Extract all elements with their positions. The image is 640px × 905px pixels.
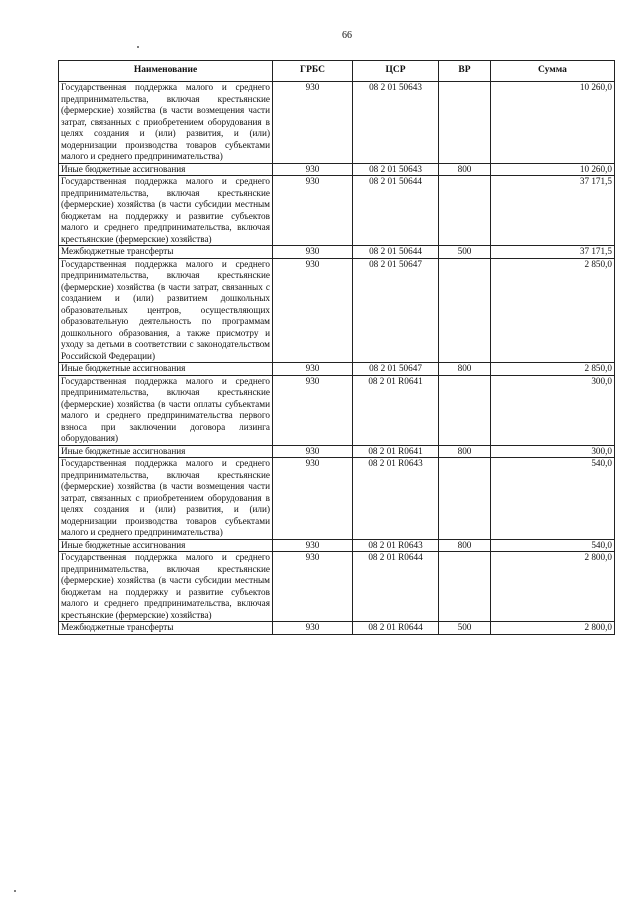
cell-grbs: 930 xyxy=(273,375,353,445)
cell-sum: 37 171,5 xyxy=(491,246,615,259)
cell-grbs: 930 xyxy=(273,246,353,259)
cell-grbs: 930 xyxy=(273,363,353,376)
cell-sum: 10 260,0 xyxy=(491,82,615,164)
table-row xyxy=(59,622,615,635)
header-sum: Сумма xyxy=(491,61,615,82)
cell-name: Государственная поддержка малого и среднего предпринимательства, включая крестьянские (фермерские) хозяйства (в части затрат, связанных с созданием и (или) развитием дошкольных образовательных центров, осуществляющих образовательную деятельность по программам дошкольного образования, а также присмотру и уходу за детьми в соответствии с законодательством Российской Федерации) xyxy=(59,258,273,363)
cell-vr: 500 xyxy=(439,246,491,259)
cell-name: Государственная поддержка малого и среднего предпринимательства, включая крестьянские (фермерские) хозяйства (в части возмещения части затрат, связанных с приобретением оборудования в целях создания и (или) развития, и (или) модернизации производства товаров субъектами малого и среднего предпринимательства) xyxy=(59,458,273,540)
cell-vr: 500 xyxy=(439,622,491,635)
cell-vr xyxy=(439,82,491,164)
cell-name: Иные бюджетные ассигнования xyxy=(59,363,273,376)
cell-sum: 2 800,0 xyxy=(491,552,615,622)
scan-speck xyxy=(14,890,16,892)
cell-grbs: 930 xyxy=(273,552,353,622)
table-body xyxy=(59,82,615,635)
cell-vr xyxy=(439,258,491,363)
cell-name: Межбюджетные трансферты xyxy=(59,622,273,635)
cell-name: Иные бюджетные ассигнования xyxy=(59,445,273,458)
cell-name: Государственная поддержка малого и среднего предпринимательства, включая крестьянские (фермерские) хозяйства (в части субсидии местным бюджетам на поддержку и развитие субъектов малого и среднего предпринимательства, включая крестьянские (фермерские) хозяйства) xyxy=(59,176,273,246)
cell-csr: 08 2 01 50647 xyxy=(353,258,439,363)
cell-sum: 300,0 xyxy=(491,445,615,458)
cell-csr: 08 2 01 50644 xyxy=(353,176,439,246)
cell-sum: 2 850,0 xyxy=(491,258,615,363)
cell-grbs: 930 xyxy=(273,445,353,458)
cell-name: Иные бюджетные ассигнования xyxy=(59,163,273,176)
cell-sum: 540,0 xyxy=(491,458,615,540)
cell-vr: 800 xyxy=(439,363,491,376)
cell-vr: 800 xyxy=(439,163,491,176)
cell-sum: 540,0 xyxy=(491,539,615,552)
table-row xyxy=(59,552,615,622)
cell-sum: 2 800,0 xyxy=(491,622,615,635)
cell-vr xyxy=(439,552,491,622)
cell-sum: 2 850,0 xyxy=(491,363,615,376)
cell-sum: 10 260,0 xyxy=(491,163,615,176)
cell-grbs: 930 xyxy=(273,176,353,246)
cell-csr: 08 2 01 R0643 xyxy=(353,458,439,540)
cell-name: Государственная поддержка малого и среднего предпринимательства, включая крестьянские (фермерские) хозяйства (в части субсидии местным бюджетам на поддержку и развитие субъектов малого и среднего предпринимательства, включая крестьянские (фермерские) хозяйства) xyxy=(59,552,273,622)
table-row xyxy=(59,163,615,176)
cell-csr: 08 2 01 R0644 xyxy=(353,552,439,622)
cell-grbs: 930 xyxy=(273,539,353,552)
cell-grbs: 930 xyxy=(273,622,353,635)
cell-vr xyxy=(439,458,491,540)
cell-vr xyxy=(439,375,491,445)
cell-csr: 08 2 01 R0641 xyxy=(353,375,439,445)
cell-csr: 08 2 01 50643 xyxy=(353,163,439,176)
cell-grbs: 930 xyxy=(273,163,353,176)
cell-vr xyxy=(439,176,491,246)
cell-sum: 300,0 xyxy=(491,375,615,445)
cell-sum: 37 171,5 xyxy=(491,176,615,246)
table-row xyxy=(59,258,615,363)
table-row xyxy=(59,539,615,552)
scan-speck xyxy=(137,46,139,48)
table-row xyxy=(59,375,615,445)
budget-table xyxy=(58,60,615,635)
table-row xyxy=(59,363,615,376)
cell-csr: 08 2 01 R0643 xyxy=(353,539,439,552)
table-row xyxy=(59,458,615,540)
cell-name: Межбюджетные трансферты xyxy=(59,246,273,259)
header-csr: ЦСР xyxy=(353,61,439,82)
header-grbs: ГРБС xyxy=(273,61,353,82)
cell-csr: 08 2 01 R0641 xyxy=(353,445,439,458)
header-vr: ВР xyxy=(439,61,491,82)
cell-grbs: 930 xyxy=(273,458,353,540)
cell-name: Иные бюджетные ассигнования xyxy=(59,539,273,552)
cell-name: Государственная поддержка малого и среднего предпринимательства, включая крестьянские (фермерские) хозяйства (в части оплаты субъектами малого и среднего предпринимательства первого взноса при заключении договора лизинга оборудования) xyxy=(59,375,273,445)
cell-grbs: 930 xyxy=(273,258,353,363)
cell-vr: 800 xyxy=(439,445,491,458)
cell-csr: 08 2 01 50647 xyxy=(353,363,439,376)
table-row xyxy=(59,246,615,259)
cell-csr: 08 2 01 50644 xyxy=(353,246,439,259)
header-name: Наименование xyxy=(59,61,273,82)
cell-csr: 08 2 01 50643 xyxy=(353,82,439,164)
table-header-row xyxy=(59,61,615,82)
cell-vr: 800 xyxy=(439,539,491,552)
table-row xyxy=(59,176,615,246)
table-row xyxy=(59,445,615,458)
table-row xyxy=(59,82,615,164)
page-number: 66 xyxy=(342,30,352,41)
cell-grbs: 930 xyxy=(273,82,353,164)
cell-csr: 08 2 01 R0644 xyxy=(353,622,439,635)
cell-name: Государственная поддержка малого и среднего предпринимательства, включая крестьянские (фермерские) хозяйства (в части возмещения части затрат, связанных с приобретением оборудования в целях создания и (или) развития, и (или) модернизации производства товаров субъектами малого и среднего предпринимательства) xyxy=(59,82,273,164)
